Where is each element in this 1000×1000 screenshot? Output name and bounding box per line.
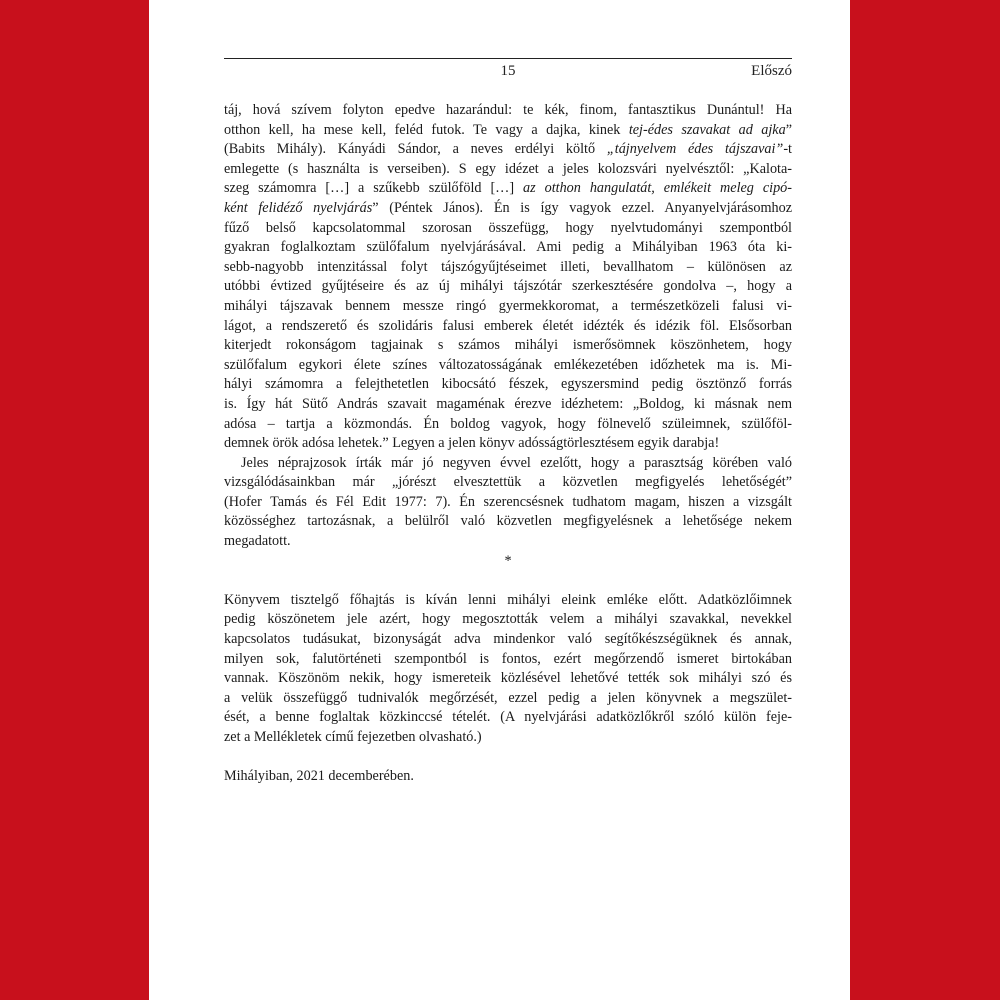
- text-line: [224, 532, 792, 552]
- text-run: mihályi tájszavak bennem messze ringó gyermekkoromat, a természetközeli falusi vi-: [224, 297, 792, 314]
- body-text: [224, 101, 792, 787]
- text-line: [224, 512, 792, 532]
- text-line: [224, 179, 792, 199]
- place-and-date: Mihályiban, 2021 decemberében.: [224, 768, 414, 785]
- paragraph-1: [224, 101, 792, 454]
- text-run: közösséghez tartozásnak, a belülről való közvetlen megfigyelésnek a lehetősége nekem: [224, 513, 792, 530]
- text-run: gyakran foglalkoztam szülőfalum nyelvjárásával. Ami pedig a Mihályiban 1963 óta ki-: [224, 239, 792, 256]
- book-page: [149, 0, 850, 1000]
- section-separator: *: [504, 552, 512, 569]
- text-run: emlegette (s használta is verseiben). S egy idézet a jeles kolozsvári nyelvésztől: „Kalota-: [224, 160, 792, 177]
- text-run: kapcsolatos tudásukat, bizonyságát adva mindenkor való segítőkészségüknek és annak,: [224, 631, 792, 648]
- text-line: [224, 297, 792, 317]
- text-line: [224, 140, 792, 160]
- text-run: Könyvem tisztelgő főhajtás is kíván lenni mihályi eleink emléke előtt. Adatközlőimnek: [224, 591, 792, 608]
- text-run: pedig köszönetem jele azért, hogy megosztották velem a mihályi szavakkal, nevekkel: [224, 611, 792, 628]
- text-run: szeg számomra […] a szűkebb szülőföld […]: [224, 180, 524, 197]
- text-run: otthon kell, ha mese kell, feléd futok. Te vagy a dajka, kinek: [224, 121, 629, 138]
- text-run: is. Így hát Sütő András szavait magaménak érezve idézhetem: „Boldog, ki másnak nem: [224, 395, 792, 412]
- text-line: [224, 199, 792, 219]
- text-line: [224, 493, 792, 513]
- text-line: [224, 610, 792, 630]
- text-line: [224, 454, 792, 474]
- italic-quote: „tájnyelvem édes tájszavai”: [606, 141, 784, 158]
- text-line: [224, 317, 792, 337]
- text-run: ”: [785, 121, 792, 138]
- text-run: vizsgálódásainkban már „jórészt elvesztettük a közvetlen megfigyelés lehetőségét”: [224, 474, 792, 491]
- text-line: [224, 434, 792, 454]
- running-title: Előszó: [751, 63, 792, 79]
- text-line: [224, 650, 792, 670]
- text-run: ését, a benne foglaltak közkinccsé tételét. (A nyelvjárási adatközlőkről szóló külön feje-: [224, 709, 792, 726]
- italic-quote: az otthon hangulatát, emlékeit meleg cipó-: [523, 180, 792, 197]
- text-run: fűző belső kapcsolatommal szorosan összefügg, hogy nyelvtudományi szempontból: [224, 219, 792, 236]
- text-run: táj, hová szívem folyton epedve hazarándul: te kék, finom, fantasztikus Dunántul! Ha: [224, 102, 792, 118]
- text-run: hályi számomra a felejthetetlen kibocsátó fészek, egyszersmind pedig ösztönző forrás: [224, 376, 792, 393]
- text-run: (Hofer Tamás és Fél Edit 1977: 7). Én szerencsésnek tudhatom magam, hiszen a vizsgált: [224, 493, 792, 510]
- text-run: lágot, a rendszerető és szolidáris falusi emberek életét idézték és idézik föl. Elsősorban: [224, 317, 792, 334]
- text-line: [224, 708, 792, 728]
- text-run: szülőfalum egykori élete színes változatosságának emlékezetében időzhetek ma is. Mi-: [224, 356, 792, 373]
- text-line: [224, 101, 792, 121]
- text-line: [224, 121, 792, 141]
- italic-quote: tej-édes szavakat ad ajka: [628, 121, 786, 138]
- text-line: [224, 689, 792, 709]
- text-line: [224, 395, 792, 415]
- text-run: utóbbi évtized gyűjtéseire és az új mihályi tájszótár szerkesztésére gondolva –, hogy a: [224, 278, 792, 295]
- text-line: [224, 630, 792, 650]
- text-line: [224, 277, 792, 297]
- text-run: adósa – tartja a közmondás. Én boldog vagyok, hogy fölnevelő szüleimnek, szülőföl-: [224, 415, 792, 432]
- text-line: [224, 258, 792, 278]
- text-run: megadatott.: [224, 533, 291, 550]
- text-line: [224, 473, 792, 493]
- text-line: [224, 375, 792, 395]
- text-run: milyen sok, falutörténeti szempontból is fontos, ezért megőrzendő ismeret birtokában: [224, 650, 792, 667]
- text-run: Jeles néprajzosok írták már jó negyven évvel ezelőtt, hogy a parasztság körében való: [241, 454, 792, 471]
- text-run: ” (Péntek János). Én is így vagyok ezzel. Anyanyelvjárásomhoz: [372, 199, 792, 216]
- text-line: [224, 219, 792, 239]
- text-run: -t: [783, 141, 792, 158]
- text-line: [224, 415, 792, 435]
- running-header: [224, 58, 792, 83]
- text-line: [224, 591, 792, 611]
- italic-quote: ként felidéző nyelvjárás: [224, 199, 373, 216]
- text-line: [224, 356, 792, 376]
- paragraph-3: [224, 591, 792, 748]
- text-run: vannak. Köszönöm nekik, hogy ismereteik közlésével lehetővé tették sok mihályi szó és: [224, 670, 792, 687]
- text-line: [224, 160, 792, 180]
- text-line: [224, 336, 792, 356]
- text-line: [224, 238, 792, 258]
- text-run: zet a Mellékletek című fejezetben olvasható.): [224, 729, 482, 745]
- text-run: (Babits Mihály). Kányádi Sándor, a neves erdélyi költő: [224, 141, 607, 158]
- text-run: a velük összefüggő tudnivalók megőrzését, ezzel pedig a jelen könyvnek a megszület-: [224, 689, 792, 706]
- text-run: demnek örök adósa lehetek.” Legyen a jelen könyv adósságtörlesztésem egyik darabja!: [224, 435, 720, 452]
- text-line: [224, 728, 792, 748]
- paragraph-2: [224, 454, 792, 552]
- text-line: [224, 669, 792, 689]
- page-number: 15: [500, 63, 516, 79]
- text-run: kiterjedt rokonságom tagjainak s számos mihályi ismerősömnek köszönhetem, hogy: [224, 337, 792, 354]
- text-run: sebb-nagyobb intenzitással folyt tájszógyűjtéseimet illeti, bevallhatom – különösen az: [224, 258, 792, 275]
